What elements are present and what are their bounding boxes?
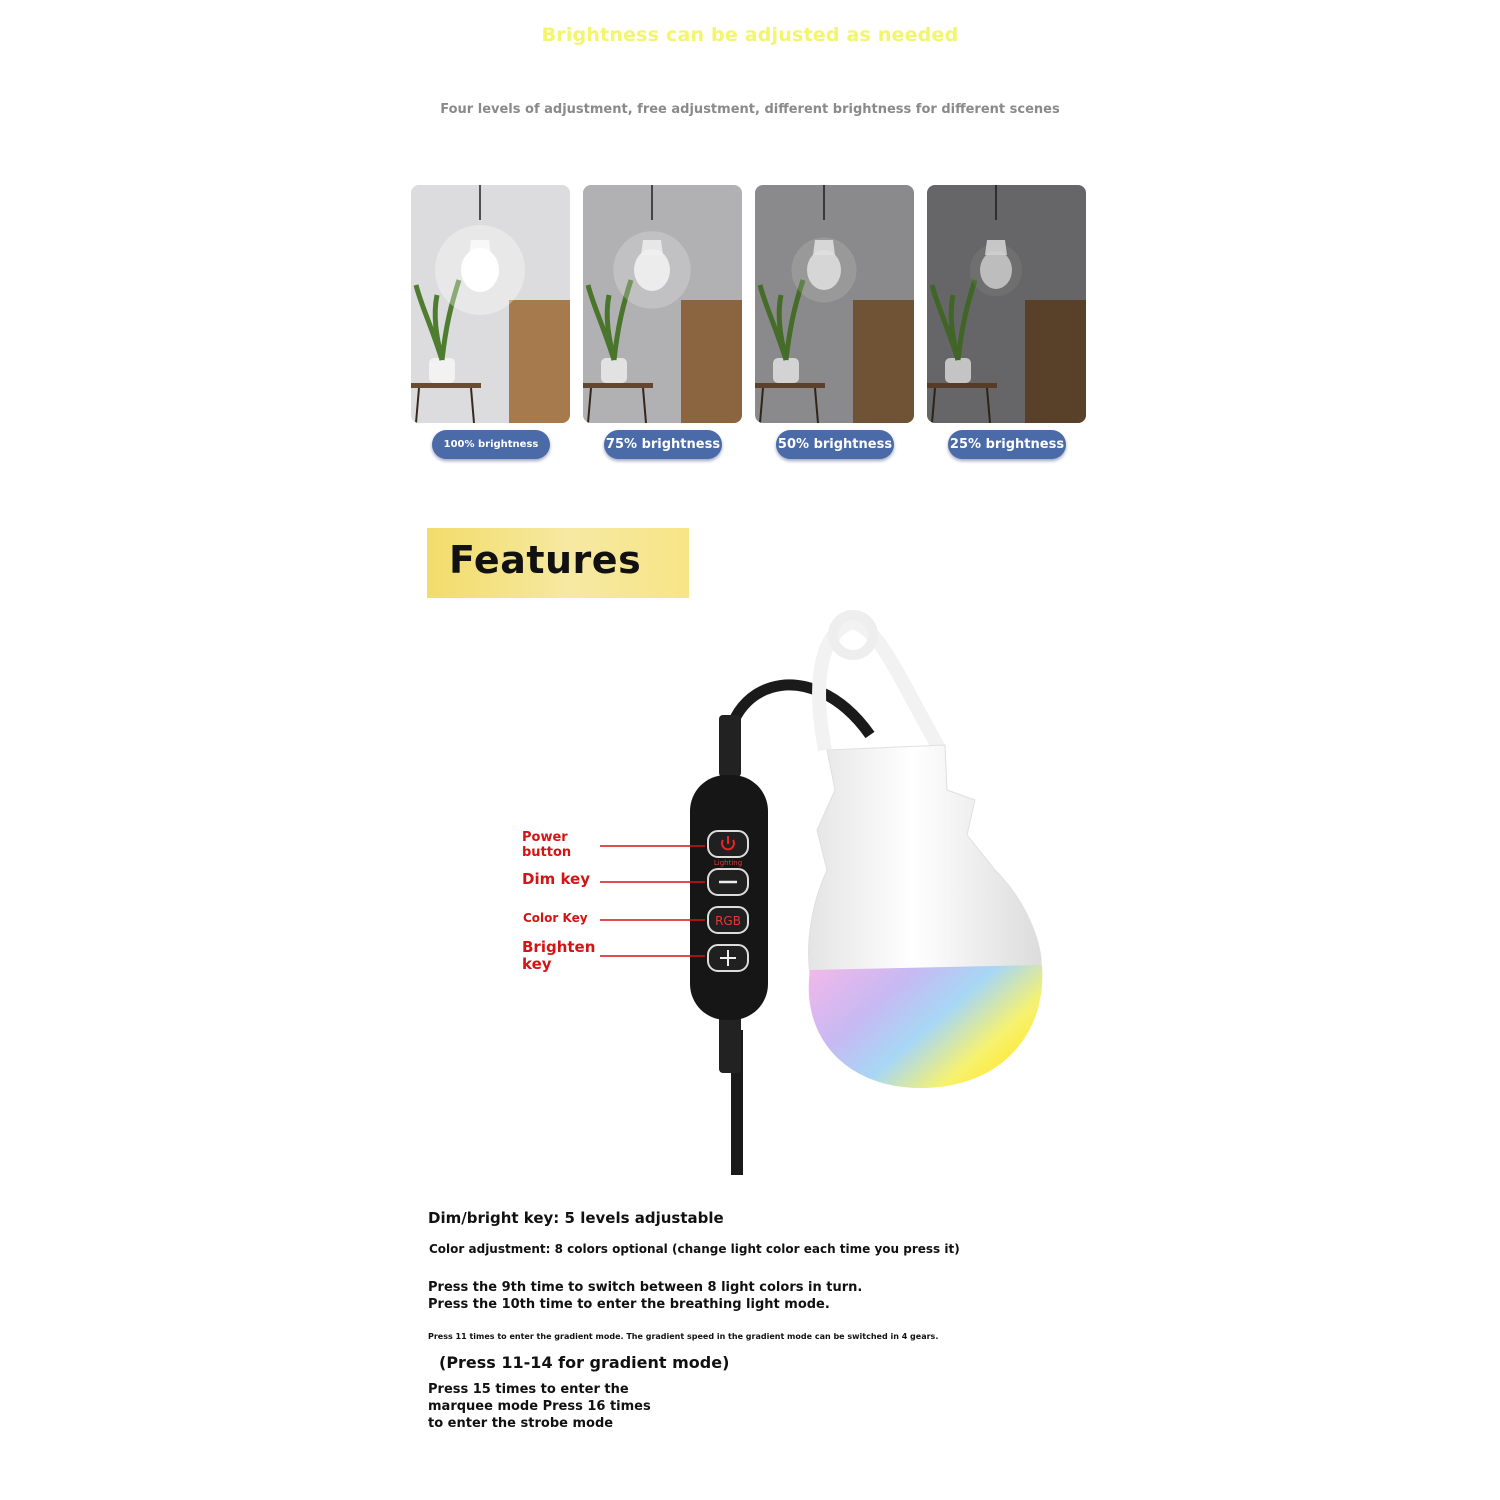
subtitle: Four levels of adjustment, free adjustment, different brightness for different scenes [440, 102, 1060, 117]
brightness-scene-3 [755, 185, 914, 423]
controller-body [690, 775, 768, 1020]
power-button [708, 831, 748, 857]
headline: Brightness can be adjusted as needed [541, 24, 959, 46]
bulb-product-illustration [595, 610, 1065, 1185]
brightness-scene-4 [927, 185, 1086, 423]
cable-strain-relief-top [719, 715, 741, 777]
brightness-label-2: 75% brightness [604, 430, 722, 459]
desc-gradient-range: (Press 11-14 for gradient mode) [439, 1353, 730, 1372]
dim-button [708, 869, 748, 895]
callout-brighten-key [522, 938, 596, 973]
desc-press-9-10 [428, 1279, 862, 1313]
desc-color-adjustment: Color adjustment: 8 colors optional (change light color each time you press it) [429, 1242, 960, 1256]
brightness-scene-1 [411, 185, 570, 423]
bulb-rgb-dome [809, 965, 1043, 1088]
brightness-label-1: 100% brightness [432, 430, 550, 459]
brightness-label-4: 25% brightness [948, 430, 1066, 459]
brighten-button [708, 945, 748, 971]
callout-power-button [522, 830, 572, 860]
callout-dim-key: Dim key [522, 870, 590, 888]
desc-dim-bright: Dim/bright key: 5 levels adjustable [428, 1209, 724, 1227]
callout-power-text: Power button [522, 830, 572, 860]
callout-brighten-text: Brighten key [522, 938, 596, 973]
rgb-button [708, 907, 748, 933]
desc-press-10: Press the 10th time to enter the breathing light mode. [428, 1297, 830, 1312]
lighting-label: Lighting [713, 859, 743, 867]
callout-color-key: Color Key [523, 911, 588, 925]
brightness-label-3: 50% brightness [776, 430, 894, 459]
bulb-body [809, 745, 1042, 975]
callout-lines [600, 846, 705, 956]
desc-marquee-strobe: Press 15 times to enter the marquee mode Press 16 times to enter the strobe mode [428, 1382, 651, 1431]
brightness-scene-2 [583, 185, 742, 423]
cable-strain-relief-bottom [719, 1015, 741, 1073]
rgb-label: RGB [715, 914, 741, 928]
desc-press-9: Press the 9th time to switch between 8 light colors in turn. [428, 1280, 863, 1295]
desc-gradient-mode: Press 11 times to enter the gradient mode. The gradient speed in the gradient mode can be switched in 4 gears. [428, 1332, 939, 1341]
features-title: Features [449, 538, 642, 582]
